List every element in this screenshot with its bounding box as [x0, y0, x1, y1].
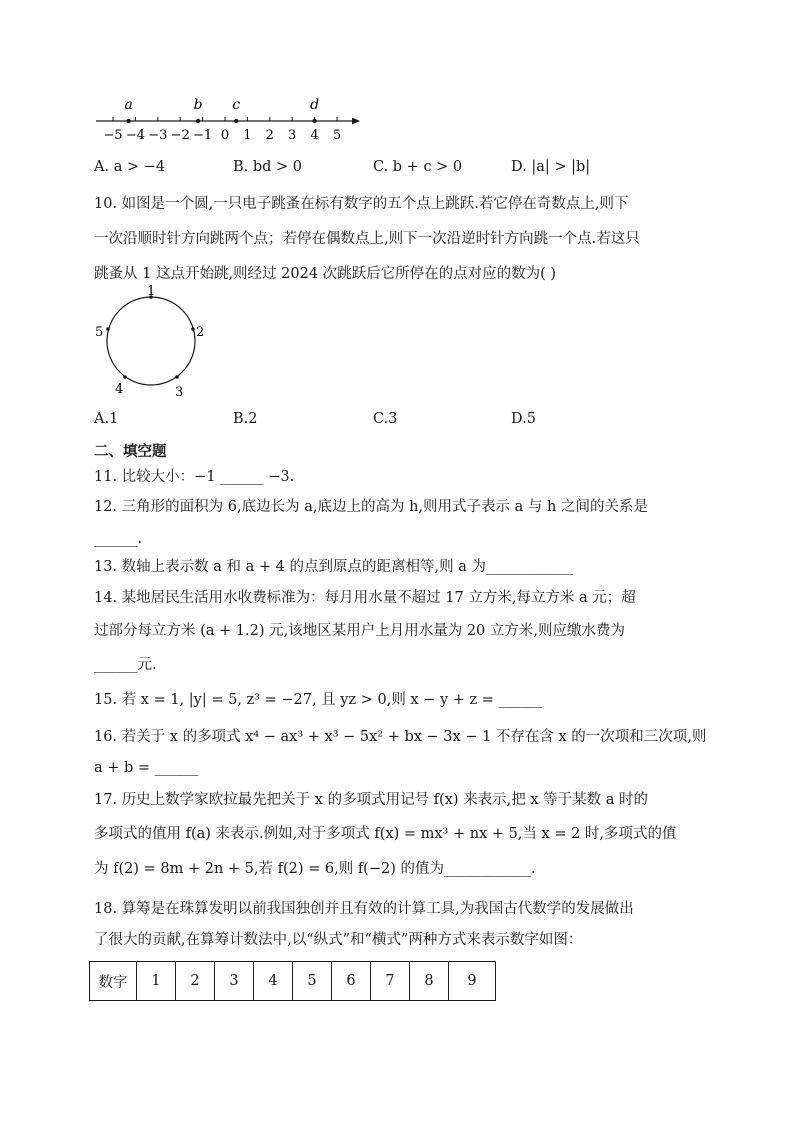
number-line-tick-label: 0: [220, 128, 230, 143]
number-line-tick-label: 2: [265, 128, 274, 143]
circle-point-3: [175, 375, 179, 379]
q17-text-line2: 多项式的值用 f(a) 来表示.例如,对于多项式 f(x) = mx³ + nx + 5,当 x = 2 时,多项式的值: [94, 826, 677, 842]
table-cell: 6: [332, 962, 371, 1001]
flea-circle: [107, 297, 195, 385]
q15-text: 15. 若 x = 1, |y| = 5, z³ = −27, 且 yz > 0,则 x − y + z = ______: [94, 692, 543, 708]
number-line-tick-label: 5: [332, 128, 342, 143]
number-line-tick-label: −4: [125, 128, 145, 143]
q10-option-c: C.3: [373, 411, 398, 427]
q10-text-line1: 10. 如图是一个圆,一只电子跳蚤在标有数字的五个点上跳跃.若它停在奇数点上,则下: [94, 196, 629, 212]
q12-text-line1: 12. 三角形的面积为 6,底边长为 a,底边上的高为 h,则用式子表示 a 与 h 之间的关系是: [94, 499, 648, 515]
number-line-tick-label: 3: [288, 128, 297, 143]
q17-text-line3: 为 f(2) = 8m + 2n + 5,若 f(2) = 6,则 f(−2) 的值为____________.: [94, 861, 536, 877]
q17-text-line1: 17. 历史上数学家欧拉最先把关于 x 的多项式用记号 f(x) 来表示,把 x 等于某数 a 时的: [94, 792, 649, 808]
table-header-cell: 数字: [90, 962, 137, 1001]
number-line-point-label: a: [124, 97, 133, 113]
number-line-arrow: [352, 118, 360, 125]
table-cell: 8: [410, 962, 449, 1001]
table-row: [90, 962, 496, 1001]
circle-point-2: [191, 327, 195, 331]
circle-label-4: 4: [115, 382, 124, 397]
table-cell: 9: [449, 962, 496, 1001]
circle-label-3: 3: [175, 385, 184, 400]
q16-text-line2: a + b = ______: [94, 760, 199, 776]
q16-text-line1: 16. 若关于 x 的多项式 x⁴ − ax³ + x³ − 5x² + bx − 3x − 1 不存在含 x 的一次项和三次项,则: [94, 729, 707, 745]
number-line-tick-label: −5: [103, 128, 123, 143]
number-line-tick-label: 4: [310, 128, 319, 143]
q14-text-line1: 14. 某地居民生活用水收费标准为：每月用水量不超过 17 立方米,每立方米 a 元；超: [94, 590, 636, 606]
circle-point-4: [123, 375, 127, 379]
q11-text: 11. 比较大小：−1 ______ −3.: [94, 469, 295, 485]
q9-option-d: D. |a| > |b|: [511, 159, 591, 175]
circle-label-5: 5: [95, 325, 104, 340]
number-line-point-label: b: [193, 97, 203, 113]
table-cell: 2: [176, 962, 215, 1001]
q18-text-line2: 了很大的贡献,在算筹计数法中,以“纵式”和“横式”两种方式来表示数字如图：: [94, 932, 583, 948]
q10-option-a: A.1: [94, 411, 119, 427]
q10-option-d: D.5: [511, 411, 536, 427]
counting-rods-table: [89, 961, 496, 1001]
q18-text-line1: 18. 算筹是在珠算发明以前我国独创并且有效的计算工具,为我国古代数学的发展做出: [94, 901, 634, 917]
number-line-point: [312, 119, 316, 123]
q13-text: 13. 数轴上表示数 a 和 a + 4 的点到原点的距离相等,则 a 为____________: [94, 559, 573, 575]
table-cell: 3: [215, 962, 254, 1001]
number-line-tick-label: −3: [148, 128, 168, 143]
number-line-tick-label: −1: [193, 128, 213, 143]
table-cell: 5: [293, 962, 332, 1001]
q9-option-c: C. b + c > 0: [373, 159, 463, 175]
q10-text-line3: 跳蚤从 1 这点开始跳,则经过 2024 次跳跃后它所停在的点对应的数为( ): [94, 266, 557, 282]
section-title-fill-in: 二、填空题: [94, 444, 167, 460]
number-line-figure: [88, 92, 368, 144]
q10-option-b: B.2: [233, 411, 258, 427]
number-line-tick-label: 1: [243, 128, 252, 143]
q9-option-b: B. bd > 0: [233, 159, 303, 175]
number-line-point-label: d: [310, 97, 320, 113]
table-cell: 1: [137, 962, 176, 1001]
circle-label-1: 1: [147, 284, 156, 299]
number-line-point: [234, 119, 238, 123]
flea-circle-figure: [90, 283, 210, 403]
table-cell: 7: [371, 962, 410, 1001]
q10-text-line2: 一次沿顺时针方向跳两个点；若停在偶数点上,则下一次沿逆时针方向跳一个点.若这只: [94, 231, 640, 247]
circle-point-5: [106, 327, 110, 331]
number-line-point: [126, 119, 130, 123]
q14-text-line2: 过部分每立方米 (a + 1.2) 元,该地区某用户上月用水量为 20 立方米,则应缴水费为: [94, 623, 625, 639]
q14-text-line3: ______元.: [94, 657, 157, 673]
q12-text-line2: ______.: [94, 531, 143, 547]
number-line-tick-label: −2: [170, 128, 190, 143]
number-line-point-label: c: [232, 97, 241, 113]
number-line-point: [196, 119, 200, 123]
circle-label-2: 2: [196, 325, 205, 340]
q9-option-a: A. a > −4: [94, 159, 166, 175]
table-cell: 4: [254, 962, 293, 1001]
